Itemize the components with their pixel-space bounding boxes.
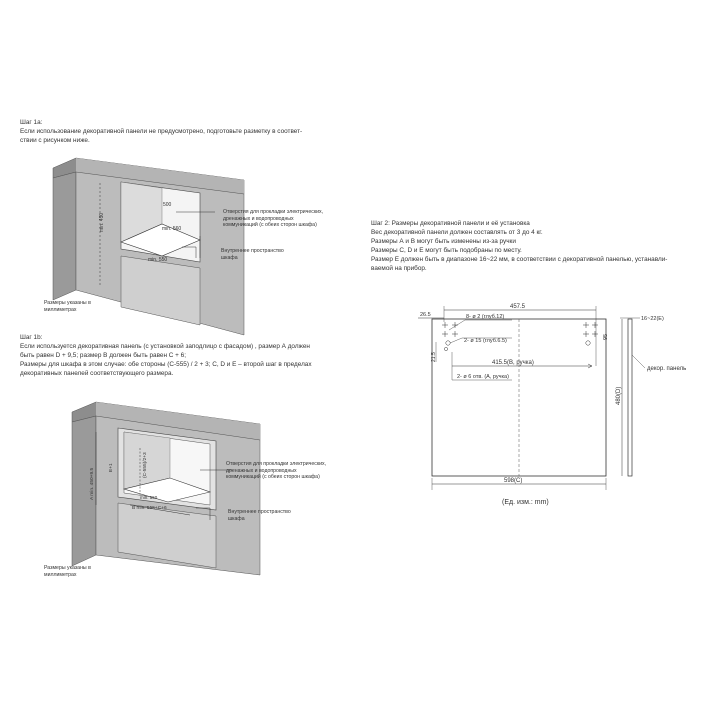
step1a-note-units: Размеры указаны в миллиметрах — [44, 300, 91, 313]
step1b-dim-width: B min. 555+C+6 — [132, 506, 167, 511]
step1b-note-inner: Внутреннее пространство шкафа — [228, 509, 291, 522]
step2-line-3: Размеры C, D и E могут быть подобраны по месту. — [371, 247, 522, 254]
step1b-note-outlet: Отверстия для прокладки электрических, дренажных и водопроводных коммуникаций (с обеих сторон шкафа) — [226, 461, 327, 480]
step1a-dim-back: min. 560 — [162, 226, 182, 232]
step1a-line-1: Если использование декоративной панели не предусмотрено, подготовьте разметку в соответ- — [20, 128, 303, 135]
step2-dim-598: 598(C) — [504, 478, 523, 484]
step1a-title: Шаг 1a: — [20, 119, 43, 126]
step1a-line-2: ствии с рисунком ниже. — [20, 137, 90, 144]
step1b-line-4: декоративных панелей соответствующего размера. — [20, 370, 174, 377]
step2-holes2b-label: 2- ø 6 отв. (A, ручка) — [457, 374, 509, 380]
step2-panel-outline — [432, 319, 606, 476]
step2-dim-95: 95 — [603, 333, 609, 340]
step1b-line-2: быть равен D + 9,5; размер B должен быть равен C + 6; — [20, 352, 187, 359]
step1a-dim-top: 500 — [163, 202, 172, 208]
step1a-dim-height: min. 450 — [99, 212, 105, 232]
step2-line-5: ваемой на прибор. — [371, 265, 427, 272]
step2-dim-415: 415.5(B, ручка) — [492, 360, 534, 366]
step2-holes8-label: 8- ø 2 (глуб.12) — [466, 314, 505, 320]
step2-title: Шаг 2: Размеры декоративной панели и её установка — [371, 220, 530, 227]
step1b-dim-side: (C-555)/2+3 — [143, 452, 148, 478]
step1a-note-outlet: Отверстия для прокладки электрических, дренажных и водопроводных коммуникаций (с обеих сторон шкафа) — [223, 209, 324, 228]
step2-dim-16: 16~22(E) — [641, 316, 664, 322]
step2-units: (Ед. изм.: mm) — [502, 499, 549, 506]
step2-line-1: Вес декоративной панели должен составлять от 3 до 4 кг. — [371, 229, 543, 236]
step1b-line-3: Размеры для шкафа в этом случае: обе стороны (C-555) / 2 + 3; C, D и E – второй шаг в пределах — [20, 361, 312, 368]
step2-holes-right — [583, 322, 598, 345]
step1b-line-1: Если используется декоративная панель (с установкой заподлицо с фасадом) , размер А должен — [20, 343, 310, 350]
step2-panel-profile — [628, 319, 632, 476]
step1b-dim-depth: min. 550 — [140, 495, 158, 500]
step2-line-4: Размер E должен быть в диапазоне 16~22 мм, в соответствии с декоративной панелью, устанавли- — [371, 256, 668, 263]
step2-holes2-label: 2- ø 15 (глуб.6.5) — [464, 338, 507, 344]
step2-dim-457: 457.5 — [510, 304, 526, 310]
step1b-title: Шаг 1b: — [20, 334, 43, 341]
step1a-note-inner: Внутреннее пространство шкафа — [221, 248, 284, 261]
step2-dim-26: 26.5 — [420, 312, 431, 318]
step1a-dim-depth: min. 550 — [148, 257, 168, 263]
step2-line-2: Размеры А и В могут быть изменены из-за ручки — [371, 238, 516, 245]
step1b-dim-left: E+1 — [109, 463, 114, 472]
step2-dim-480: 480(D) — [616, 386, 622, 405]
step1b-note-units: Размеры указаны в миллиметрах — [44, 565, 91, 578]
step1b-dim-height: A min. 450+9.5 — [90, 467, 95, 500]
step2-holes-left — [442, 322, 458, 351]
step2-dim-21: 21.5 — [431, 352, 437, 362]
step2-panel-label: декор. панель — [647, 366, 687, 372]
